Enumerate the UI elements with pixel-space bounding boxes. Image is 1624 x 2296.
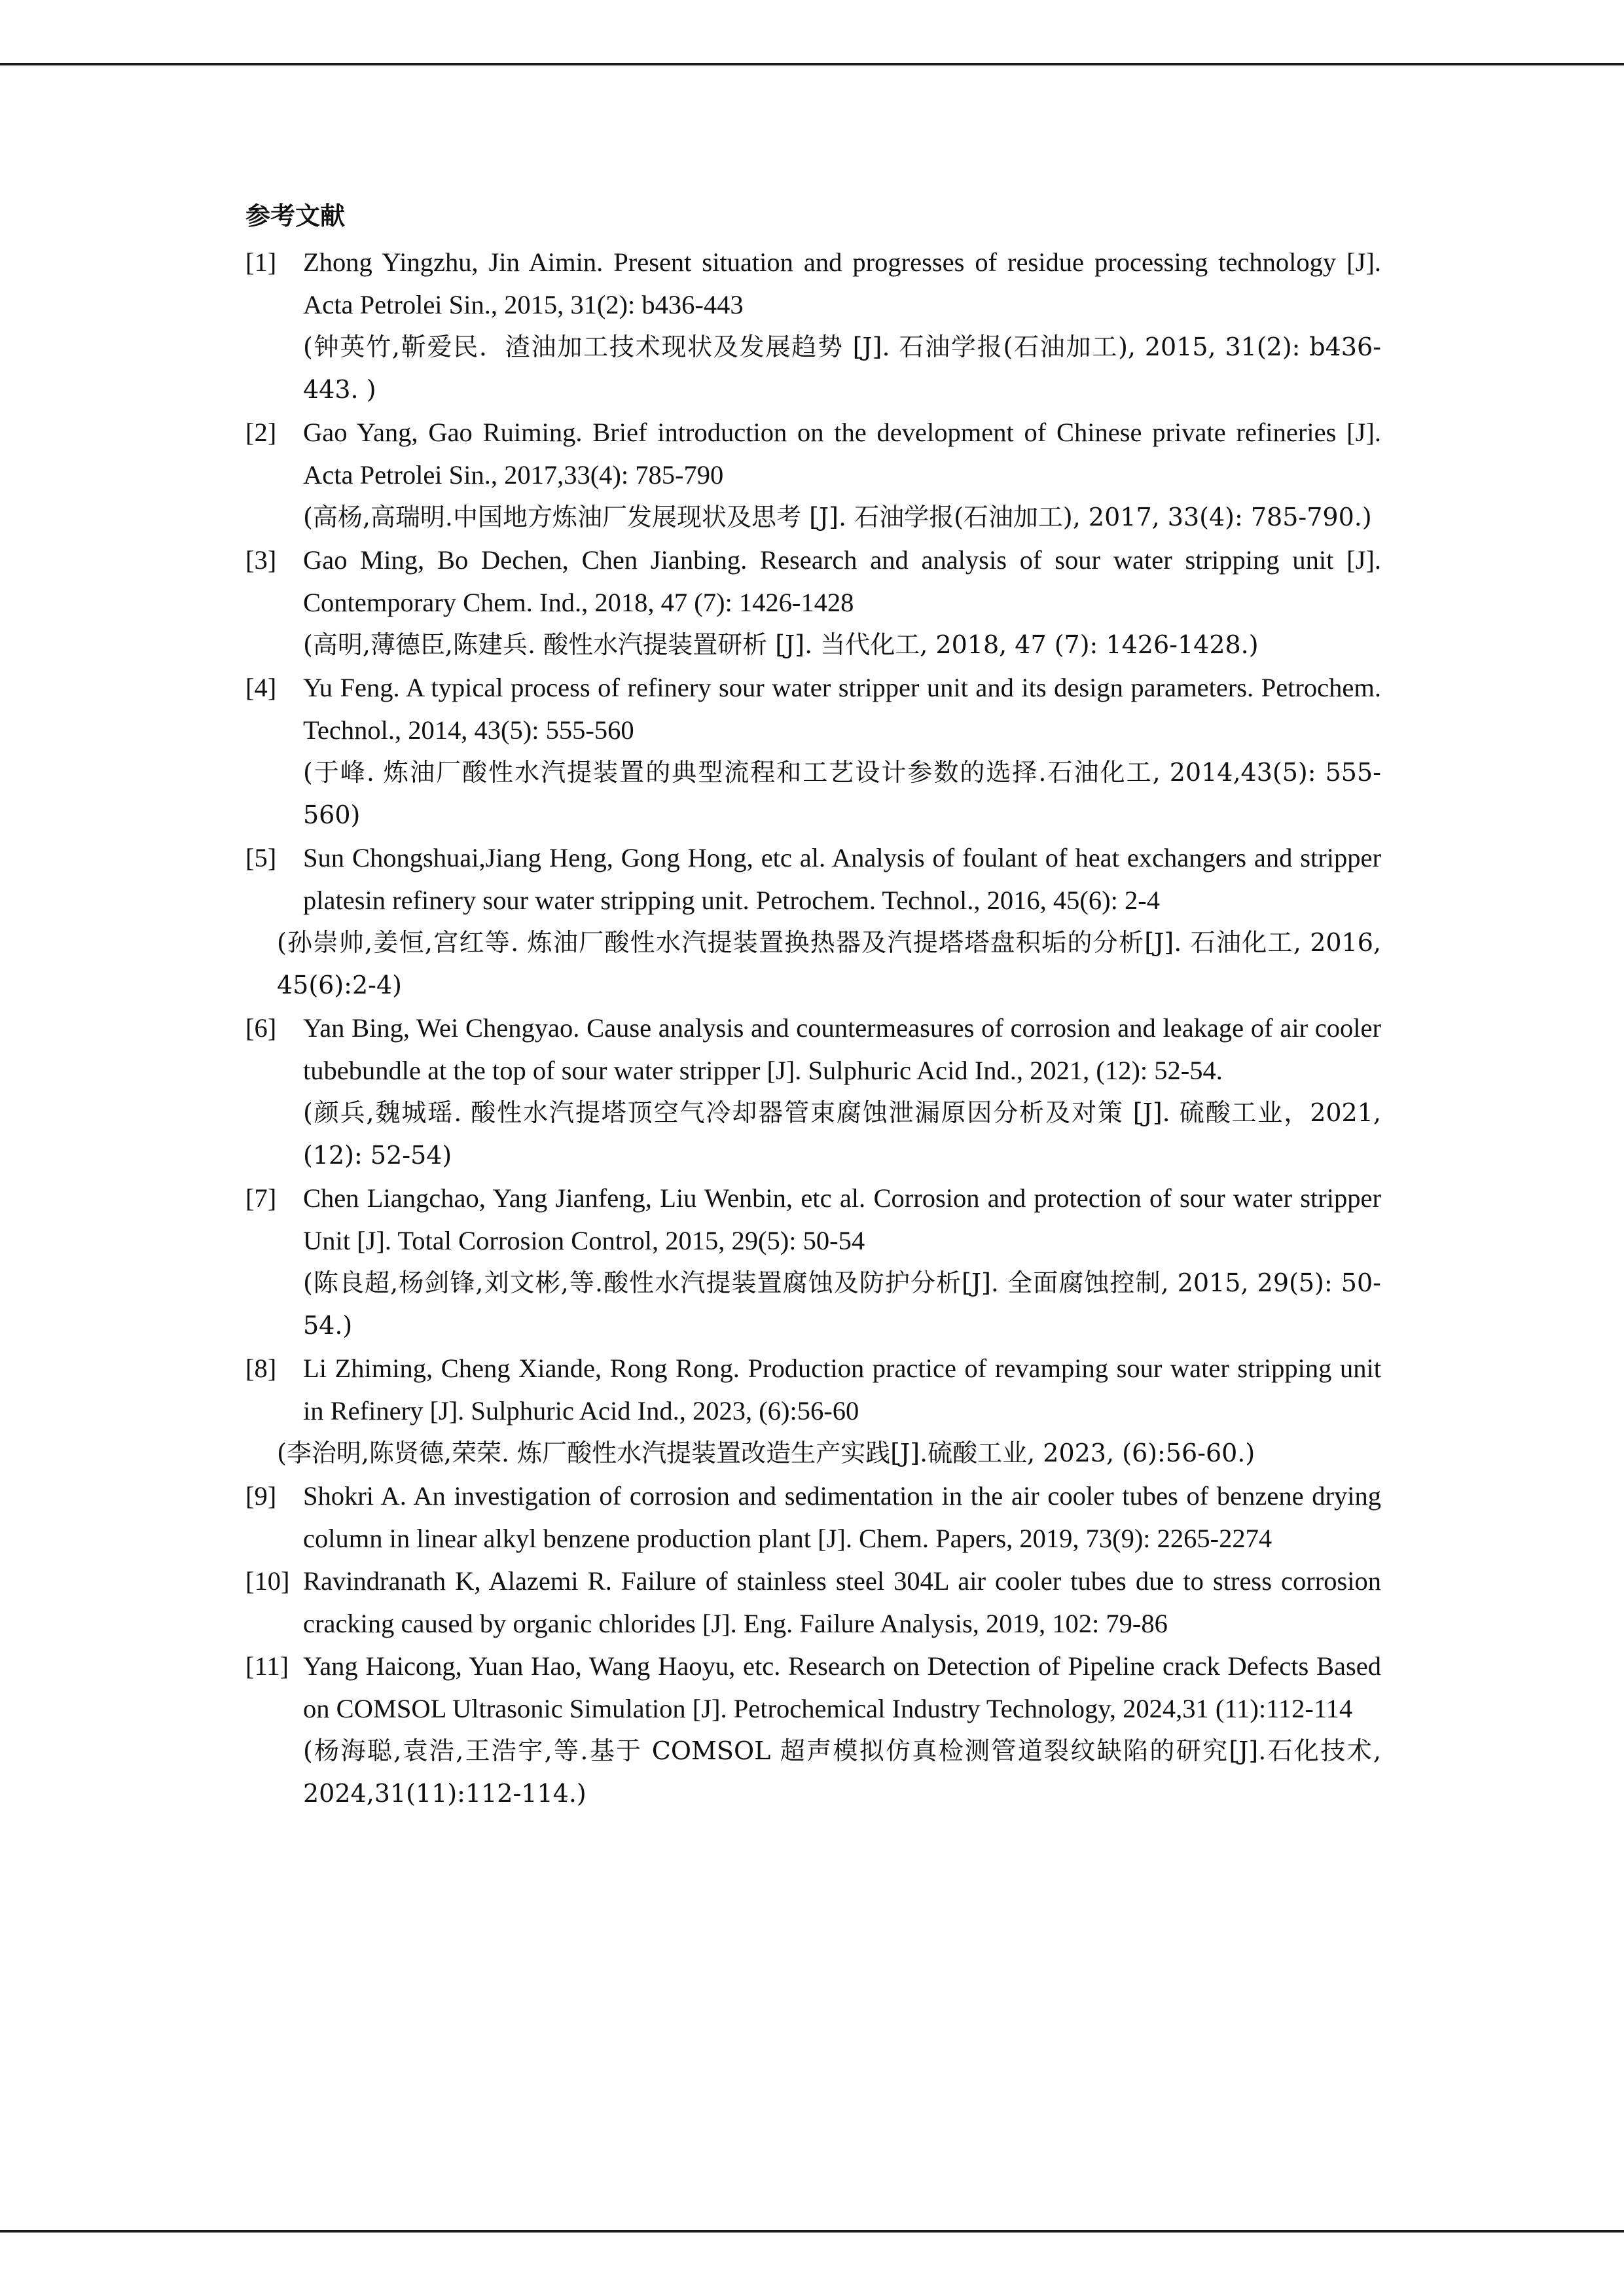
reference-english: Gao Yang, Gao Ruiming. Brief introduction on the development of Chinese private refineries [J]. Acta Petrolei Sin., 2017,33(4): 785-790 [303, 418, 1381, 490]
reference-number: [10] [245, 1566, 290, 1596]
reference-english: Yan Bing, Wei Chengyao. Cause analysis and countermeasures of corrosion and leakage of air cooler tubebundle at the top of sour water stripper [J]. Sulphuric Acid Ind., 2021, (12): 52-54. [303, 1013, 1381, 1085]
reference-english: Ravindranath K, Alazemi R. Failure of stainless steel 304L air cooler tubes due to stress corrosion cracking caused by organic chlorides [J]. Eng. Failure Analysis, 2019, 102: 79-86 [303, 1566, 1381, 1638]
reference-chinese: (孙崇帅,姜恒,宫红等. 炼油厂酸性水汽提装置换热器及汽提塔塔盘积垢的分析[J]. 石油化工, 2016, 45(6):2-4) [277, 928, 1381, 999]
reference-english: Yang Haicong, Yuan Hao, Wang Haoyu, etc. Research on Detection of Pipeline crack Defects Based on COMSOL Ultrasonic Simulation [J]. Petrochemical Industry Technology, 2024,31 (11):112-114 [303, 1651, 1381, 1723]
reference-chinese: (高杨,高瑞明.中国地方炼油厂发展现状及思考 [J]. 石油学报(石油加工), 2017, 33(4): 785-790.) [303, 503, 1372, 531]
header-rule [0, 63, 1624, 65]
reference-english: Sun Chongshuai,Jiang Heng, Gong Hong, etc al. Analysis of foulant of heat exchangers and stripper platesin refinery sour water stripping unit. Petrochem. Technol., 2016, 45(6): 2-4 [303, 843, 1381, 915]
footer-rule [0, 2230, 1624, 2233]
reference-number: [3] [245, 545, 277, 575]
reference-english: Chen Liangchao, Yang Jianfeng, Liu Wenbin, etc al. Corrosion and protection of sour water stripper Unit [J]. Total Corrosion Control, 2015, 29(5): 50-54 [303, 1183, 1381, 1255]
reference-number: [6] [245, 1013, 277, 1043]
reference-entry [245, 411, 1381, 539]
reference-chinese: (颜兵,魏城瑶. 酸性水汽提塔顶空气冷却器管束腐蚀泄漏原因分析及对策 [J]. 硫酸工业，2021, (12): 52-54) [303, 1098, 1381, 1170]
reference-english: Shokri A. An investigation of corrosion and sedimentation in the air cooler tubes of benzene drying column in linear alkyl benzene production plant [J]. Chem. Papers, 2019, 73(9): 2265-2274 [303, 1481, 1381, 1553]
references-section [245, 196, 1381, 1815]
reference-chinese: (李治明,陈贤德,荣荣. 炼厂酸性水汽提装置改造生产实践[J].硫酸工业, 2023, (6):56-60.) [277, 1439, 1255, 1467]
reference-english: Yu Feng. A typical process of refinery sour water stripper unit and its design parameters. Petrochem. Technol., 2014, 43(5): 555-560 [303, 673, 1381, 745]
reference-number: [7] [245, 1183, 277, 1213]
reference-entry [245, 1347, 1381, 1475]
reference-number: [11] [245, 1651, 289, 1681]
reference-entry [245, 1645, 1381, 1815]
reference-chinese: (杨海聪,袁浩,王浩宇,等.基于 COMSOL 超声模拟仿真检测管道裂纹缺陷的研究[J].石化技术, 2024,31(11):112-114.) [303, 1736, 1381, 1808]
reference-entry [245, 539, 1381, 666]
section-title: 参考文献 [245, 202, 346, 230]
reference-english: Li Zhiming, Cheng Xiande, Rong Rong. Production practice of revamping sour water stripping unit in Refinery [J]. Sulphuric Acid Ind., 2023, (6):56-60 [303, 1354, 1381, 1426]
reference-number: [2] [245, 418, 277, 447]
reference-number: [5] [245, 843, 277, 872]
reference-entry [245, 1007, 1381, 1177]
reference-entry [245, 666, 1381, 836]
reference-english: Zhong Yingzhu, Jin Aimin. Present situation and progresses of residue processing technology [J]. Acta Petrolei Sin., 2015, 31(2): b436-443 [303, 247, 1381, 319]
reference-chinese: (陈良超,杨剑锋,刘文彬,等.酸性水汽提装置腐蚀及防护分析[J]. 全面腐蚀控制, 2015, 29(5): 50-54.) [303, 1268, 1381, 1340]
reference-number: [1] [245, 247, 277, 277]
reference-english: Gao Ming, Bo Dechen, Chen Jianbing. Research and analysis of sour water stripping unit [J]. Contemporary Chem. Ind., 2018, 47 (7): 1426-1428 [303, 545, 1381, 617]
reference-entry [245, 1177, 1381, 1347]
reference-number: [8] [245, 1354, 277, 1383]
reference-chinese: (钟英竹,靳爱民．渣油加工技术现状及发展趋势 [J]. 石油学报(石油加工), 2015, 31(2): b436-443. ) [303, 332, 1381, 404]
reference-entry [245, 241, 1381, 411]
reference-chinese: (于峰. 炼油厂酸性水汽提装置的典型流程和工艺设计参数的选择.石油化工, 2014,43(5): 555-560) [303, 758, 1381, 829]
reference-number: [4] [245, 673, 277, 702]
reference-entry [245, 1560, 1381, 1645]
reference-entry [245, 836, 1381, 1007]
reference-number: [9] [245, 1481, 277, 1511]
reference-chinese: (高明,薄德臣,陈建兵. 酸性水汽提装置研析 [J]. 当代化工, 2018, 47 (7): 1426-1428.) [303, 630, 1259, 659]
reference-entry [245, 1475, 1381, 1560]
